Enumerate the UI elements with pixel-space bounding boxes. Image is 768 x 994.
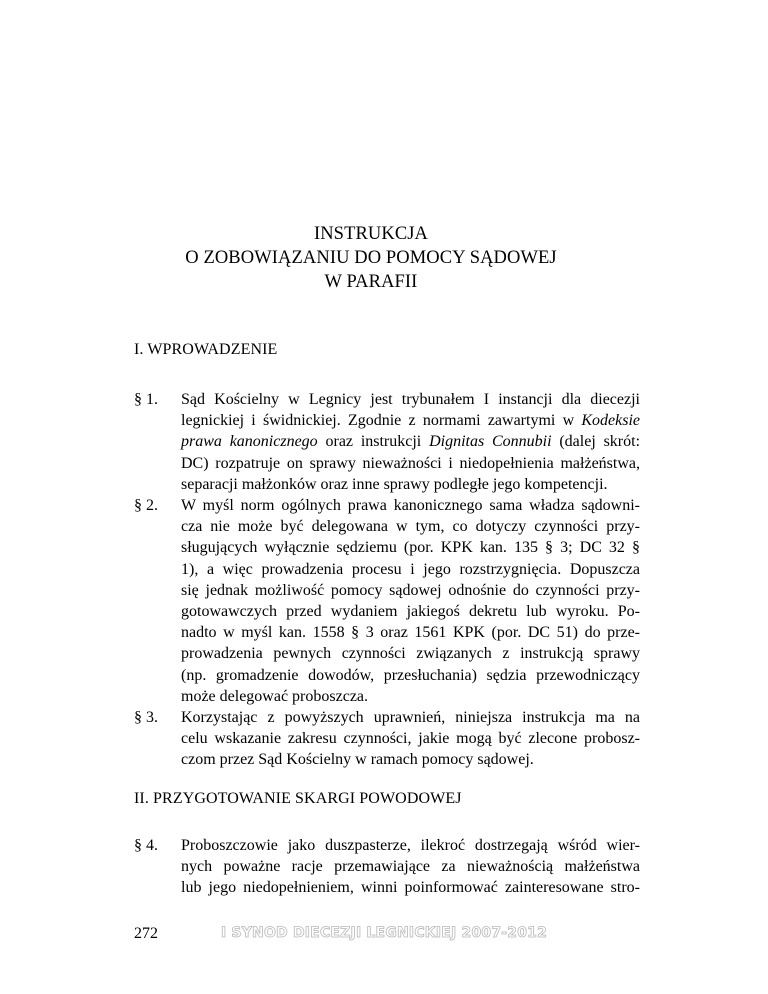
paragraph-line: W myśl norm ogólnych prawa kanonicznego sama władza sądowni- <box>181 497 640 514</box>
title-line-3: W PARAFII <box>324 272 418 292</box>
paragraph-line: sługujących wyłącznie sędziemu (por. KPK kan. 135 § 3; DC 32 § <box>181 539 640 557</box>
paragraph-line <box>181 431 640 452</box>
italic-title: Kodeksie <box>581 412 641 430</box>
paragraph-line: Sąd Kościelny w Legnicy jest trybunałem I instancji dla diecezji <box>181 391 640 408</box>
document-title <box>0 222 742 294</box>
paragraph-1 <box>134 389 640 495</box>
line-text: oraz instrukcji <box>317 433 430 451</box>
paragraph-number: § 4. <box>134 837 158 854</box>
paragraph-3 <box>134 707 640 771</box>
page-number: 272 <box>134 925 158 942</box>
paragraph-line: może delegować proboszcza. <box>181 687 369 705</box>
paragraph-line: (np. gromadzenie dowodów, przesłuchania) sędzia przewodniczący <box>181 666 640 684</box>
line-text: (dalej skrót: <box>551 433 641 451</box>
title-line-2: O ZOBOWIĄZANIU DO POMOCY SĄDOWEJ <box>185 248 557 268</box>
paragraph-line <box>181 410 640 431</box>
paragraph-line: 1), a więc prowadzenia procesu i jego rozstrzygnięcia. Dopuszcza <box>181 560 640 578</box>
italic-title: prawa kanonicznego <box>181 433 318 451</box>
paragraph-line: DC) rozpatruje on sprawy nieważności i niedopełnienia małżeństwa, <box>181 454 640 472</box>
line-text: legnickiej i świdnickiej. Zgodnie z normami zawartymi w <box>181 412 575 430</box>
running-footer-title: I SYNOD DIECEZJI LEGNICKIEJ 2007-2012 <box>220 925 548 941</box>
italic-title: Dignitas Connubii <box>429 433 552 451</box>
paragraph-line: nych poważne racje przemawiające za nieważnością małżeństwa <box>181 858 640 876</box>
paragraph-line: się jednak możliwość pomocy sądowej odnośnie do czynności przy- <box>181 581 640 599</box>
section-heading-complaint: II. PRZYGOTOWANIE SKARGI POWODOWEJ <box>134 790 462 807</box>
paragraph-2 <box>134 495 640 707</box>
paragraph-line: gotowawczych przed wydaniem jakiegoś dekretu lub wyroku. Po- <box>181 603 640 621</box>
title-line-1: INSTRUKCJA <box>313 224 429 244</box>
paragraph-line: Korzystając z powyższych uprawnień, niniejsza instrukcja ma na <box>181 709 640 726</box>
paragraph-line: czom przez Sąd Kościelny w ramach pomocy sądowej. <box>181 751 534 769</box>
paragraph-number: § 2. <box>134 497 158 514</box>
section-heading-introduction: I. WPROWADZENIE <box>134 341 278 358</box>
paragraph-number: § 3. <box>134 709 158 726</box>
paragraph-line: Proboszczowie jako duszpasterze, ilekroć dostrzegają wśród wier- <box>181 837 640 854</box>
paragraph-4 <box>134 835 640 899</box>
paragraph-line: separacji małżonków oraz inne sprawy podległe jego kompetencji. <box>181 475 608 493</box>
paragraph-line: lub jego niedopełnieniem, winni poinformować zainteresowane stro- <box>181 879 640 897</box>
paragraph-line: cza nie może być delegowana w tym, co dotyczy czynności przy- <box>181 518 640 536</box>
paragraph-line: celu wskazanie zakresu czynności, jakie mogą być zlecone probosz- <box>181 730 640 748</box>
paragraph-line: nadto w myśl kan. 1558 § 3 oraz 1561 KPK (por. DC 51) do prze- <box>181 624 640 642</box>
paragraph-number: § 1. <box>134 391 158 408</box>
paragraph-line: prowadzenia pewnych czynności związanych z instrukcją sprawy <box>181 645 640 663</box>
